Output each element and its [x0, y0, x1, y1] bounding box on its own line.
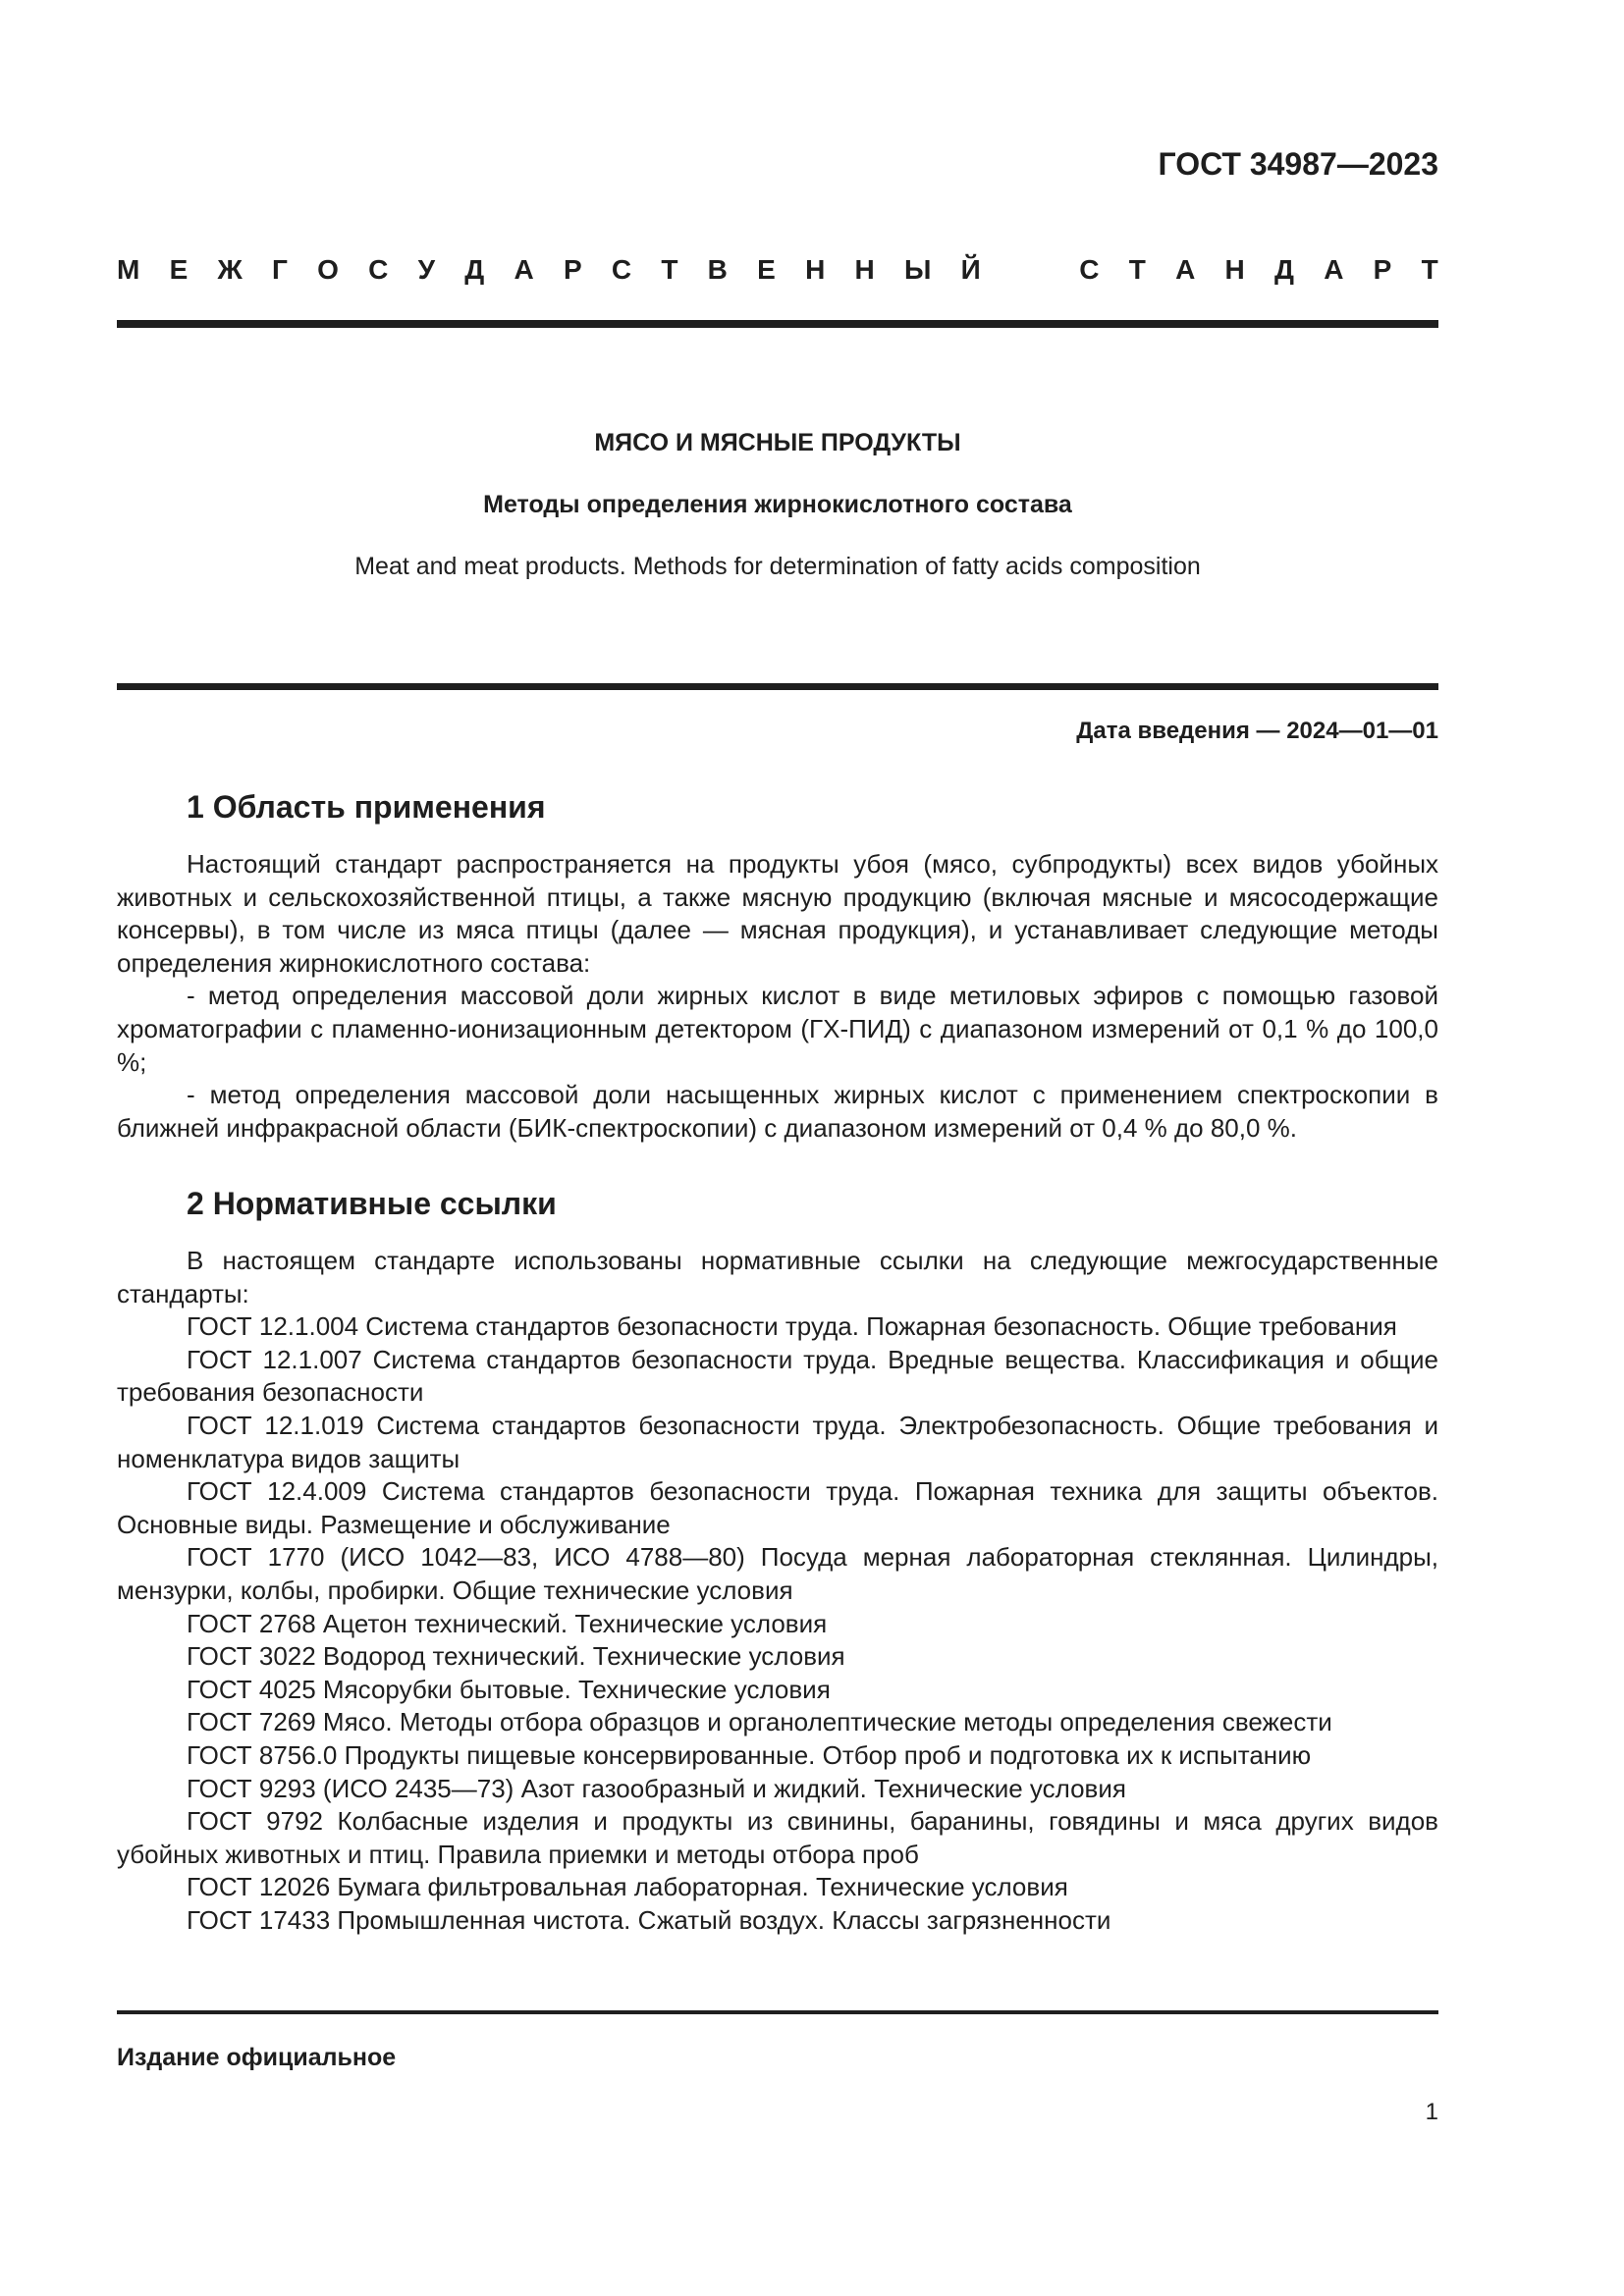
- document-number: ГОСТ 34987—2023: [1158, 146, 1438, 182]
- reference-item: ГОСТ 4025 Мясорубки бытовые. Технические условия: [187, 1674, 831, 1704]
- standard-type-banner: [117, 253, 1438, 287]
- banner-letter: М: [117, 254, 140, 285]
- reference-item: ГОСТ 9792 Колбасные изделия и продукты из свинины, баранины, говядины и мяса других видов убойных животных и птиц. Правила приемки и методы отбора проб: [117, 1806, 1438, 1869]
- section-body-scope: [117, 848, 1438, 1145]
- paragraph: Настоящий стандарт распространяется на продукты убоя (мясо, субпродукты) всех видов убойных животных и сельскохозяйственной птицы, а также мясную продукцию (включая мясные и мясосодержащие консервы), в том числе из мяса птицы (далее — мясная продукция), и устанавливает следующие методы определения жирнокислотного состава:: [117, 849, 1438, 978]
- list-item: - метод определения массовой доли насыщенных жирных кислот с применением спектроскопии в ближней инфракрасной области (БИК-спектроскопии) с диапазоном измерений от 0,4 % до 80,0 %.: [117, 1080, 1438, 1143]
- reference-item: ГОСТ 9293 (ИСО 2435—73) Азот газообразный и жидкий. Технические условия: [187, 1773, 1126, 1803]
- section-heading-references: 2 Нормативные ссылки: [187, 1186, 557, 1221]
- banner-letter: А: [514, 254, 534, 285]
- document-title: МЯСО И МЯСНЫЕ ПРОДУКТЫ: [594, 429, 961, 456]
- banner-letter: Ы: [904, 254, 932, 285]
- top-divider: [117, 320, 1438, 328]
- official-edition-label: Издание официальное: [117, 2044, 397, 2071]
- banner-letter: Е: [757, 254, 776, 285]
- banner-letter: Ж: [217, 254, 243, 285]
- banner-letter: Н: [1224, 254, 1245, 285]
- document-title-english: Meat and meat products. Methods for determination of fatty acids composition: [354, 553, 1201, 580]
- reference-item: ГОСТ 3022 Водород технический. Технические условия: [187, 1641, 845, 1672]
- banner-letter: Т: [1421, 254, 1438, 285]
- reference-item: ГОСТ 7269 Мясо. Методы отбора образцов и органолептические методы определения свежести: [187, 1707, 1332, 1737]
- section-heading-scope: 1 Область применения: [187, 789, 546, 825]
- reference-item: ГОСТ 12.1.007 Система стандартов безопасности труда. Вредные вещества. Классификация и общие требования безопасности: [117, 1344, 1438, 1408]
- document-subtitle: Методы определения жирнокислотного состава: [483, 491, 1072, 518]
- banner-letter: Р: [563, 254, 582, 285]
- banner-letter: В: [707, 254, 728, 285]
- banner-letter: Е: [169, 254, 189, 285]
- banner-letter: Р: [1373, 254, 1392, 285]
- section-body-references: [117, 1245, 1438, 1937]
- reference-item: ГОСТ 17433 Промышленная чистота. Сжатый воздух. Классы загрязненности: [187, 1904, 1111, 1935]
- list-item: - метод определения массовой доли жирных кислот в виде метиловых эфиров с помощью газовой хроматографии с пламенно-ионизационным детектором (ГХ-ПИД) с диапазоном измерений от 0,1 % до 100,0 %;: [117, 981, 1438, 1077]
- reference-item: ГОСТ 12.1.004 Система стандартов безопасности труда. Пожарная безопасность. Общие требования: [187, 1311, 1397, 1342]
- banner-letter: Д: [1274, 254, 1294, 285]
- banner-letter: А: [1324, 254, 1344, 285]
- reference-item: ГОСТ 2768 Ацетон технический. Технические условия: [187, 1608, 828, 1638]
- banner-letter: С: [1079, 254, 1100, 285]
- banner-letter: Т: [661, 254, 678, 285]
- banner-letter: С: [611, 254, 632, 285]
- paragraph: В настоящем стандарте использованы нормативные ссылки на следующие межгосударственные стандарты:: [117, 1246, 1438, 1308]
- footer-divider: [117, 2010, 1438, 2014]
- introduction-date: Дата введения — 2024—01—01: [1076, 718, 1438, 744]
- title-divider: [117, 683, 1438, 690]
- banner-letter: О: [317, 254, 339, 285]
- banner-letter: А: [1175, 254, 1196, 285]
- banner-gap: [1010, 253, 1050, 287]
- reference-item: ГОСТ 12026 Бумага фильтровальная лабораторная. Технические условия: [187, 1872, 1068, 1902]
- reference-item: ГОСТ 1770 (ИСО 1042—83, ИСО 4788—80) Посуда мерная лабораторная стеклянная. Цилиндры, мензурки, колбы, пробирки. Общие технические условия: [117, 1542, 1438, 1605]
- page-number: 1: [1425, 2099, 1438, 2125]
- reference-item: ГОСТ 12.4.009 Система стандартов безопасности труда. Пожарная техника для защиты объектов. Основные виды. Размещение и обслуживание: [117, 1476, 1438, 1539]
- banner-letter: Й: [960, 254, 981, 285]
- reference-item: ГОСТ 12.1.019 Система стандартов безопасности труда. Электробезопасность. Общие требования и номенклатура видов защиты: [117, 1410, 1438, 1473]
- banner-letter: Д: [464, 254, 485, 285]
- banner-letter: Н: [854, 254, 875, 285]
- banner-letter: Н: [805, 254, 826, 285]
- banner-letter: Т: [1128, 254, 1146, 285]
- reference-item: ГОСТ 8756.0 Продукты пищевые консервированные. Отбор проб и подготовка их к испытанию: [187, 1739, 1312, 1770]
- banner-letter: У: [417, 254, 436, 285]
- banner-letter: Г: [272, 254, 288, 285]
- banner-letter: С: [368, 254, 389, 285]
